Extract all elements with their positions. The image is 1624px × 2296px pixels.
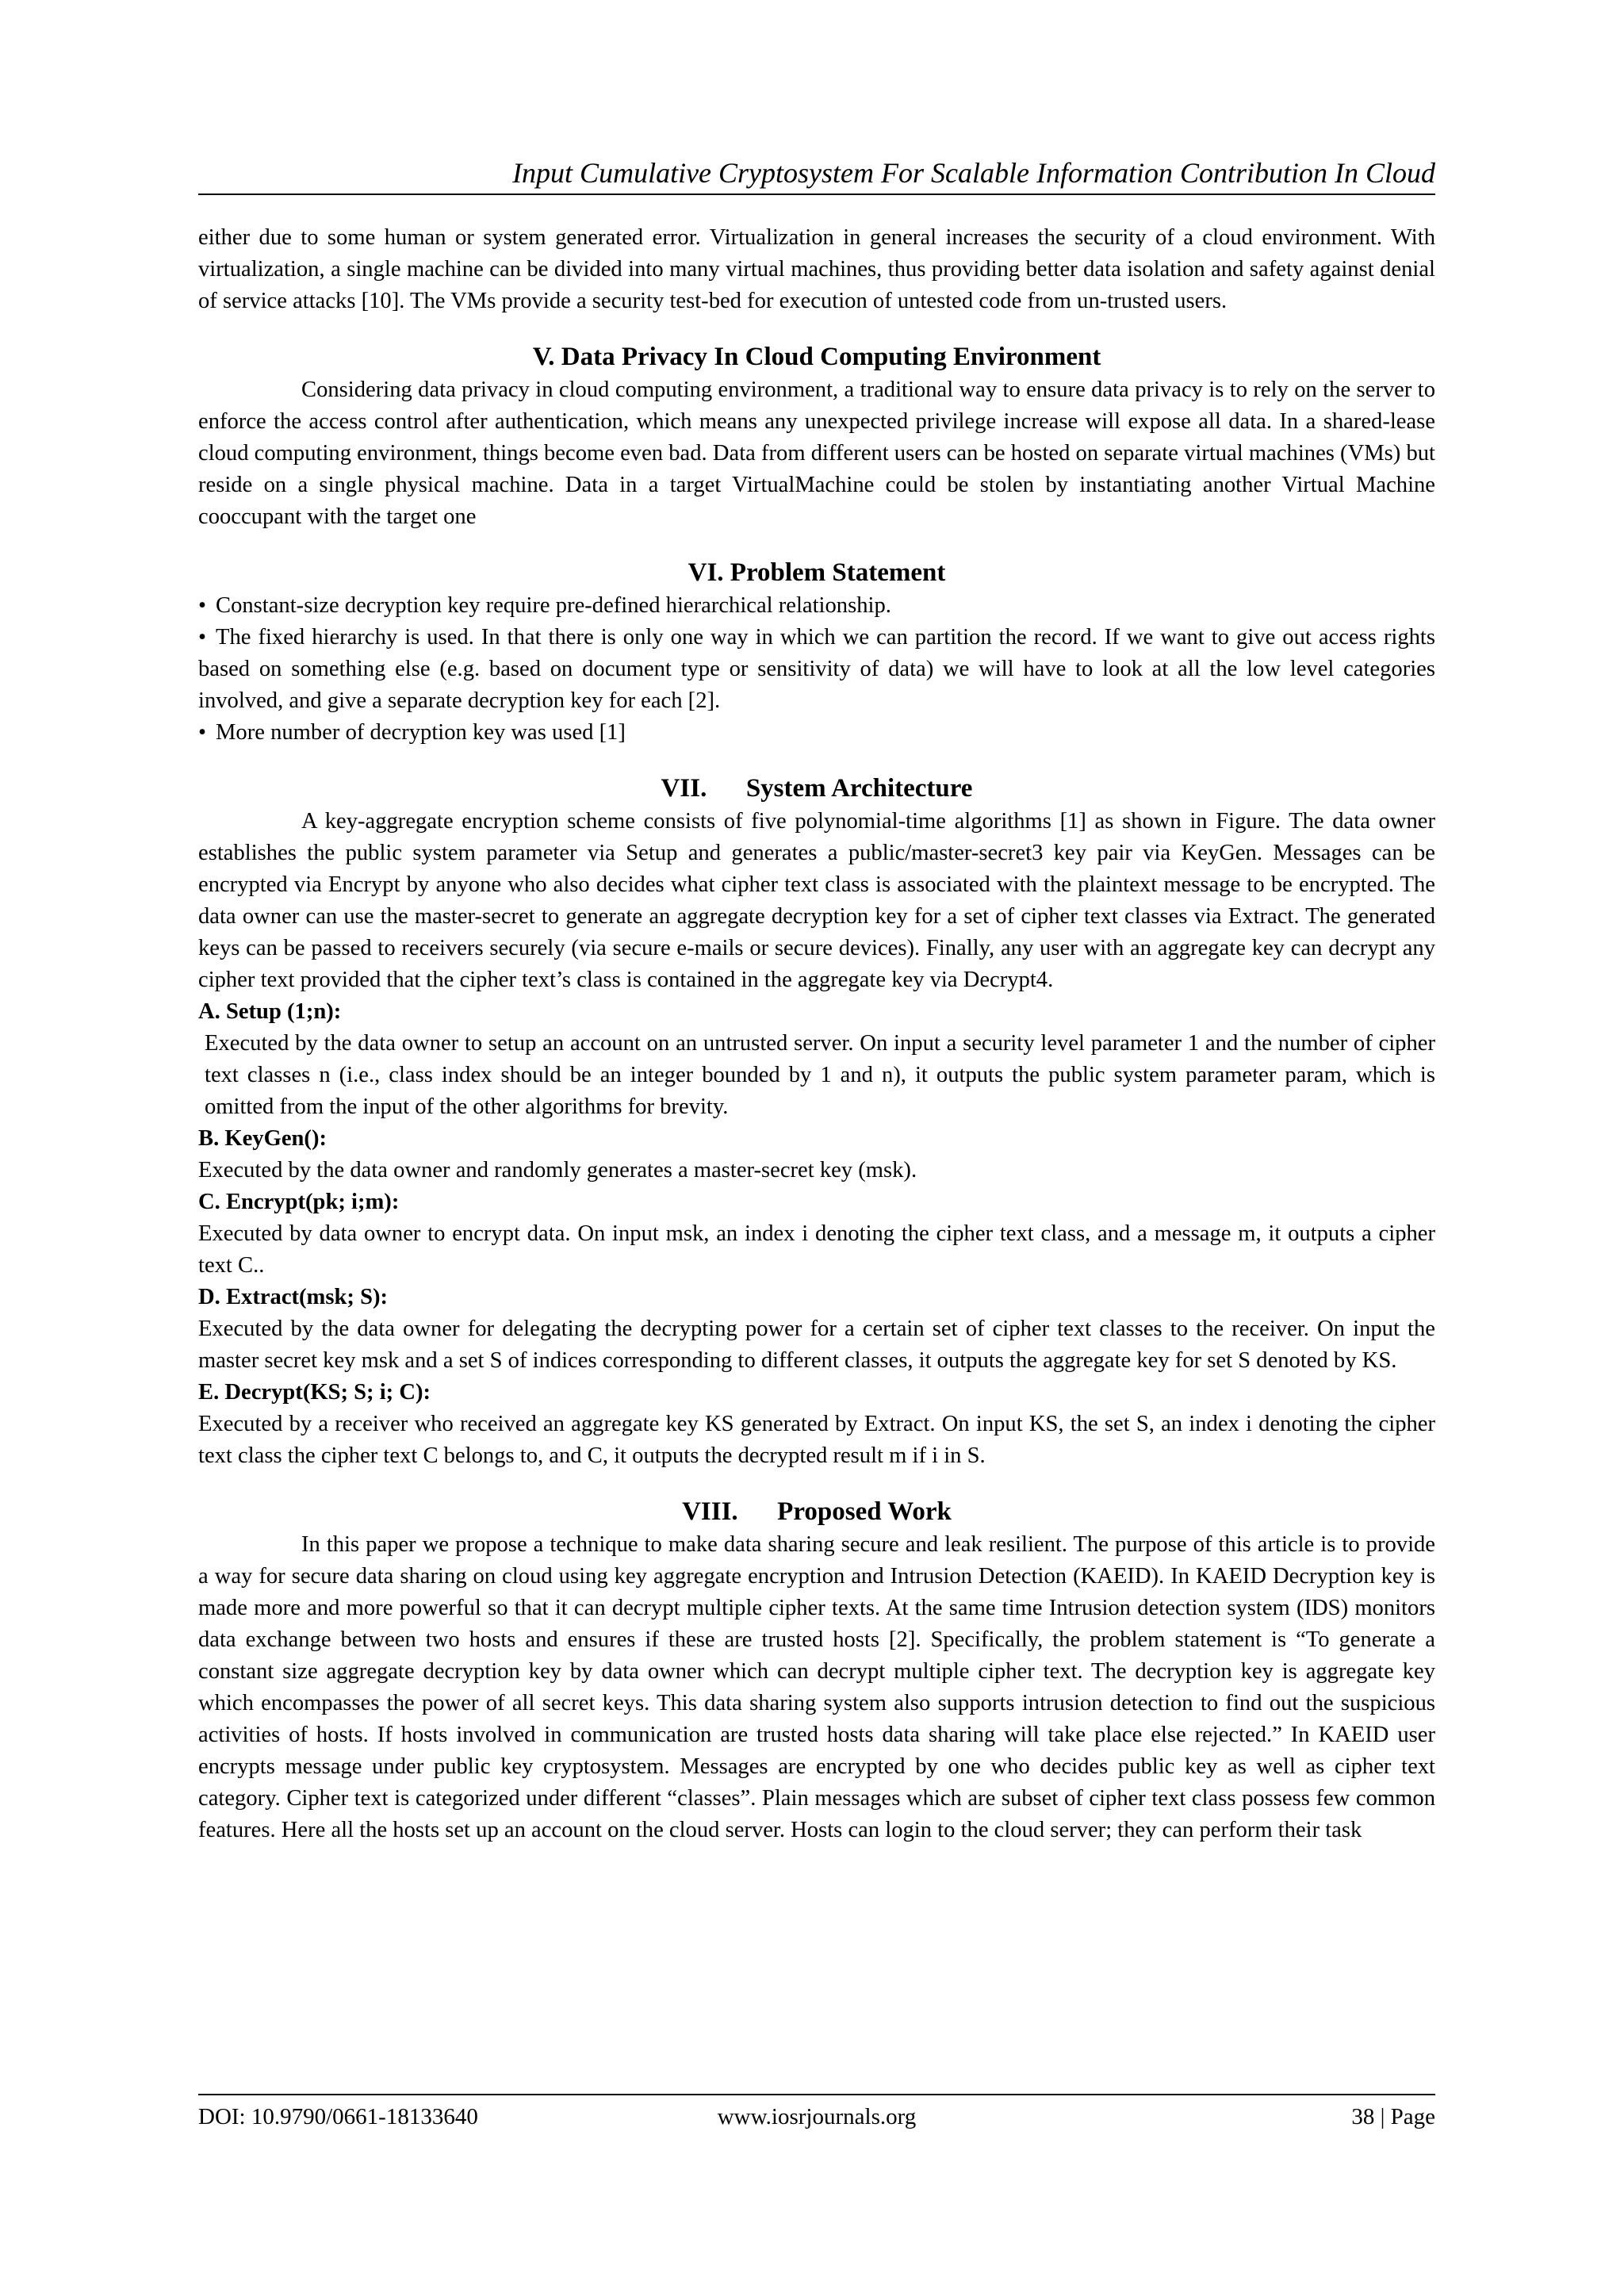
bullet-icon: • xyxy=(198,625,207,650)
section-6-heading: VI. Problem Statement xyxy=(688,558,946,587)
article-body xyxy=(198,222,1435,1846)
bullet-icon: • xyxy=(198,593,207,618)
bullet-icon: • xyxy=(198,720,207,745)
section-5-paragraph: Considering data privacy in cloud computing environment, a traditional way to ensure data privacy is to rely on the server to enforce the access control after authentication, which means any unexpected privilege increase will expose all data. In a shared-lease cloud computing environment, things become even bad. Data from different users can be hosted on separate virtual machines (VMs) but reside on a single physical machine. Data in a target VirtualMachine could be stolen by instantiating another Virtual Machine cooccupant with the target one xyxy=(198,378,1435,529)
subsection-c-text: Executed by data owner to encrypt data. On input msk, an index i denoting the cipher text class, and a message m, it outputs a cipher text C.. xyxy=(198,1221,1435,1278)
running-title: Input Cumulative Cryptosystem For Scalable Information Contribution In Cloud xyxy=(512,157,1435,189)
header-rule xyxy=(198,194,1435,195)
bullet-item xyxy=(198,717,1435,749)
intro-paragraph: either due to some human or system generated error. Virtualization in general increases the security of a cloud environment. With virtualization, a single machine can be divided into many virtual machines, thus providing better data isolation and safety against denial of service attacks [10]. The VMs provide a security test-bed for execution of untested code from un-trusted users. xyxy=(198,225,1435,313)
subsection-e-title: E. Decrypt(KS; S; i; C): xyxy=(198,1380,431,1405)
bullet-text: Constant-size decryption key require pre-defined hierarchical relationship. xyxy=(216,593,891,618)
subsection-e-text: Executed by a receiver who received an aggregate key KS generated by Extract. On input KS, the set S, an index i denoting the cipher text class the cipher text C belongs to, and C, it outputs the decrypted result m if i in S. xyxy=(198,1412,1435,1468)
subsection-c-title: C. Encrypt(pk; i;m): xyxy=(198,1190,400,1214)
section-7-paragraph: A key-aggregate encryption scheme consists of five polynomial-time algorithms [1] as shown in Figure. The data owner establishes the public system parameter via Setup and generates a public/master-secret3 key pair via KeyGen. Messages can be encrypted via Encrypt by anyone who also decides what cipher text class is associated with the plaintext message to be encrypted. The data owner can use the master-secret to generate an aggregate decryption key for a set of cipher text classes via Extract. The generated keys can be passed to receivers securely (via secure e-mails or secure devices). Finally, any user with an aggregate key can decrypt any cipher text provided that the cipher text’s class is contained in the aggregate key via Decrypt4. xyxy=(198,809,1435,992)
section-8-paragraph: In this paper we propose a technique to make data sharing secure and leak resilient. The purpose of this article is to provide a way for secure data sharing on cloud using key aggregate encryption and Intrusion Detection (KAEID). In KAEID Decryption key is made more and more powerful so that it can decrypt multiple cipher texts. At the same time Intrusion detection system (IDS) monitors data exchange between two hosts and ensures if these are trusted hosts [2]. Specifically, the problem statement is “To generate a constant size aggregate decryption key by data owner which can decrypt multiple cipher text. The decryption key is aggregate key which encompasses the power of all secret keys. This data sharing system also supports intrusion detection to find out the suspicious activities of hosts. If hosts involved in communication are trusted hosts data sharing will take place else rejected.” In KAEID user encrypts message under public key cryptosystem. Messages are encrypted by one who decides public key as well as cipher text category. Cipher text is categorized under different “classes”. Plain messages which are subset of cipher text class possess few common features. Here all the hosts set up an account on the cloud server. Hosts can login to the cloud server; they can perform their task xyxy=(198,1532,1435,1842)
subsection-a-text: Executed by the data owner to setup an account on an untrusted server. On input a security level parameter 1 and the number of cipher text classes n (i.e., class index should be an integer bounded by 1 and n), it outputs the public system parameter param, which is omitted from the input of the other algorithms for brevity. xyxy=(205,1031,1435,1119)
bullet-item xyxy=(198,622,1435,717)
subsection-d-text: Executed by the data owner for delegating the decrypting power for a certain set of cipher text classes to the receiver. On input the master secret key msk and a set S of indices corresponding to different classes, it outputs the aggregate key for set S denoted by KS. xyxy=(198,1317,1435,1373)
section-5-heading: V. Data Privacy In Cloud Computing Environment xyxy=(532,343,1101,371)
subsection-b-title: B. KeyGen(): xyxy=(198,1126,327,1151)
page-footer xyxy=(198,2094,1435,2129)
doi-label: DOI: 10.9790/0661-18133640 xyxy=(198,2104,478,2129)
section-7-heading: VII. System Architecture xyxy=(661,774,973,803)
section-8-heading: VIII. Proposed Work xyxy=(682,1497,952,1526)
bullet-text: More number of decryption key was used [1] xyxy=(216,720,626,745)
bullet-text: The fixed hierarchy is used. In that there is only one way in which we can partition the record. If we want to give out access rights based on something else (e.g. based on document type or sensitivity of data) we will have to look at all the low level categories involved, and give a separate decryption key for each [2]. xyxy=(198,625,1435,713)
page-number: 38 | Page xyxy=(1351,2104,1435,2129)
journal-website-link[interactable]: www.iosrjournals.org xyxy=(717,2104,917,2129)
subsection-d-title: D. Extract(msk; S): xyxy=(198,1285,389,1309)
subsection-b-text: Executed by the data owner and randomly generates a master-secret key (msk). xyxy=(198,1158,917,1182)
bullet-item xyxy=(198,590,1435,622)
subsection-a-title: A. Setup (1;n): xyxy=(198,999,342,1024)
